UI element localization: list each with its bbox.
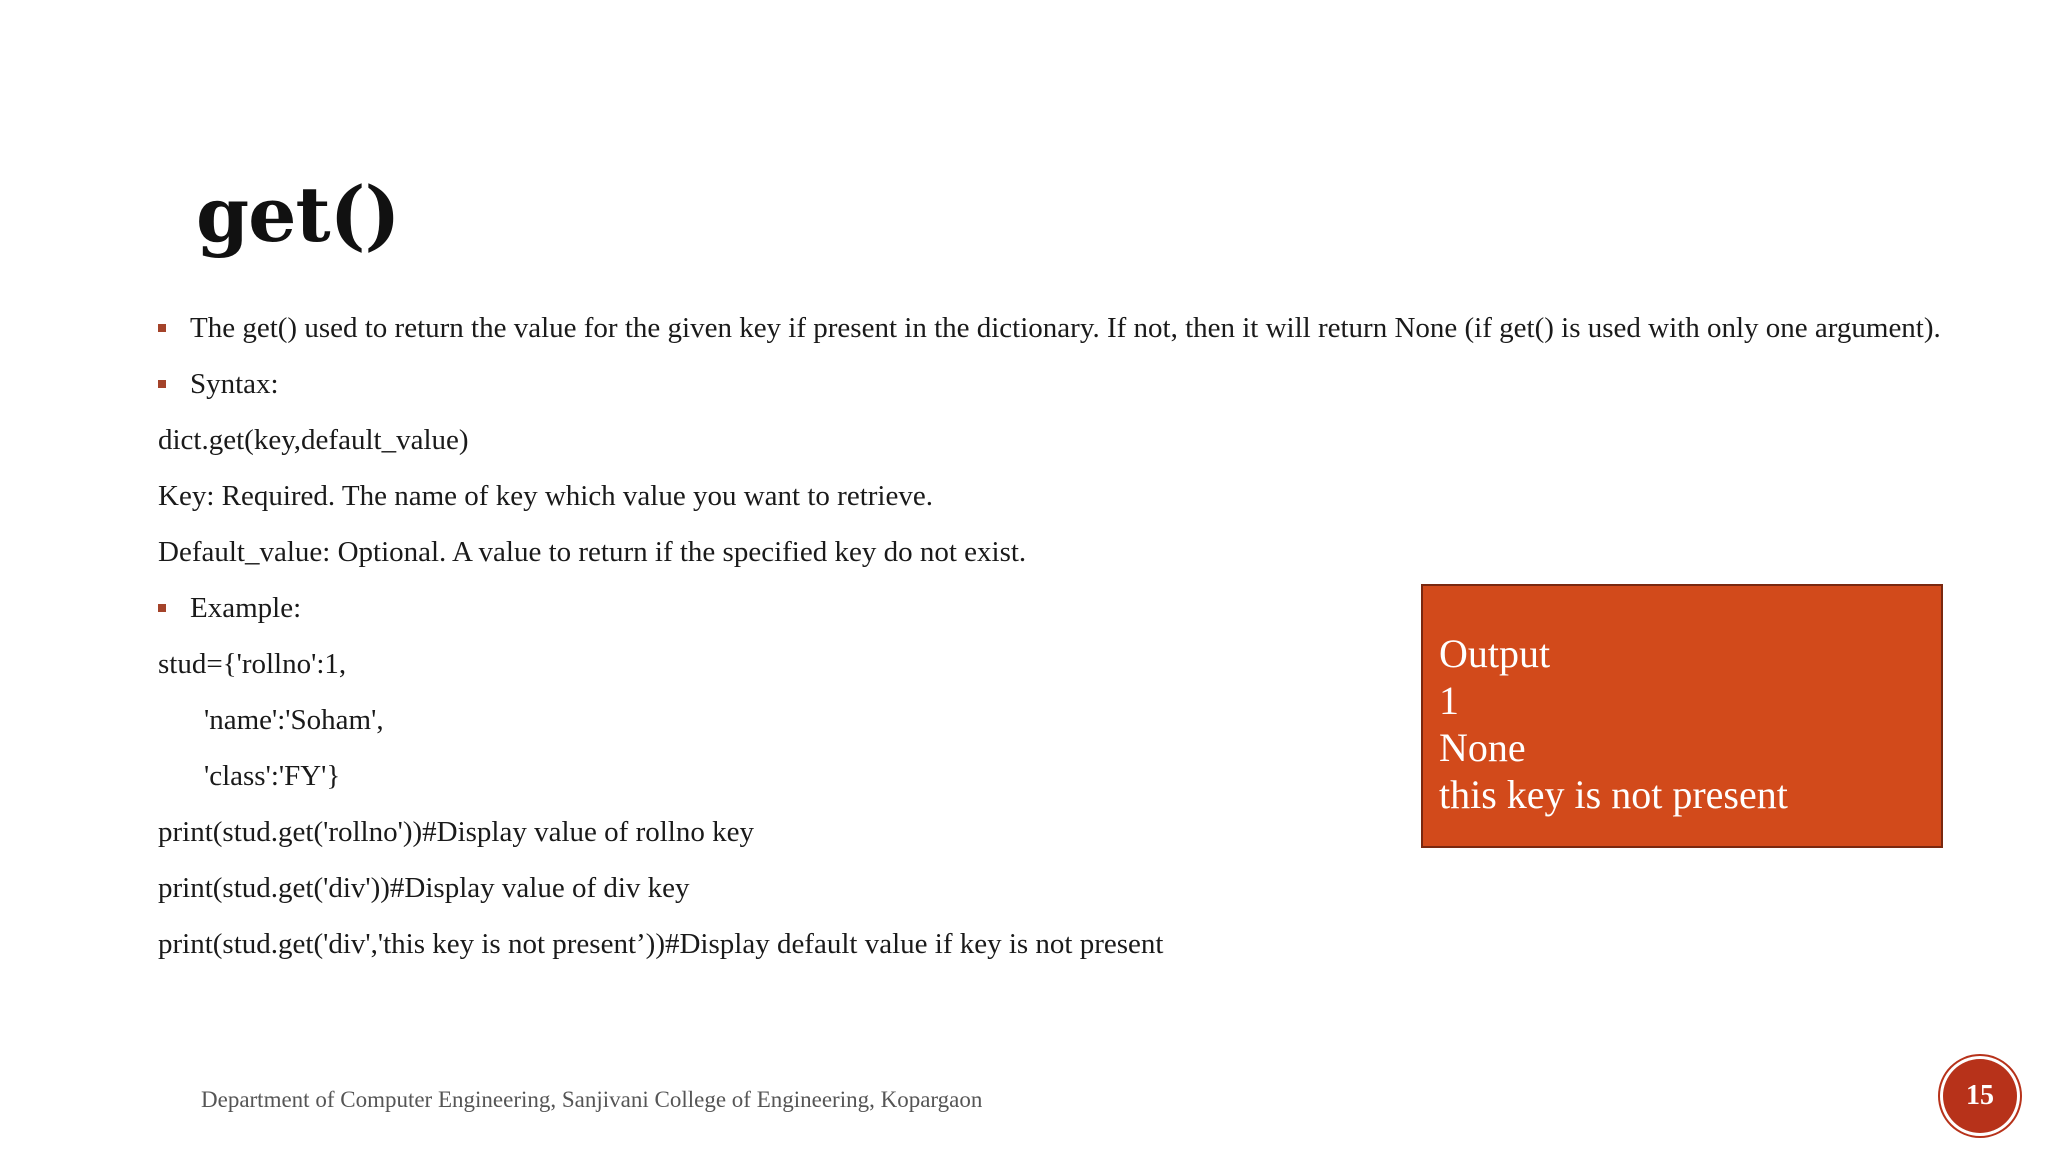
code-line-1: stud={'rollno':1, <box>158 648 347 680</box>
output-line-2: None <box>1439 725 1526 770</box>
square-bullet-icon <box>158 324 166 332</box>
output-line-3: this key is not present <box>1439 772 1788 817</box>
syntax-label: Syntax: <box>190 368 279 400</box>
bullet-syntax <box>158 368 2028 400</box>
output-line-1: 1 <box>1439 678 1459 723</box>
slide-title: get() <box>196 170 400 259</box>
default-parameter-line: Default_value: Optional. A value to return if the specified key do not exist. <box>158 536 1027 568</box>
code-line-4: print(stud.get('rollno'))#Display value of rollno key <box>158 816 754 848</box>
code-line-3: 'class':'FY'} <box>204 760 341 792</box>
page-number: 15 <box>1966 1080 1994 1111</box>
page-number-badge <box>1943 1059 2017 1133</box>
code-line-6: print(stud.get('div','this key is not present’))#Display default value if key is not present <box>158 928 1164 960</box>
output-box <box>1421 584 1943 848</box>
output-heading: Output <box>1439 631 1551 676</box>
slide-footer: Department of Computer Engineering, Sanjivani College of Engineering, Kopargaon <box>201 1087 983 1112</box>
square-bullet-icon <box>158 380 166 388</box>
description-text: The get() used to return the value for the given key if present in the dictionary. If not, then it will return None (if get() is used with only one argument). <box>190 312 1941 344</box>
code-line-5: print(stud.get('div'))#Display value of div key <box>158 872 690 904</box>
code-line-2: 'name':'Soham', <box>204 704 384 736</box>
syntax-line: dict.get(key,default_value) <box>158 424 469 456</box>
key-parameter-line: Key: Required. The name of key which value you want to retrieve. <box>158 480 933 512</box>
example-label: Example: <box>190 592 302 624</box>
bullet-description <box>158 312 2028 344</box>
square-bullet-icon <box>158 604 166 612</box>
